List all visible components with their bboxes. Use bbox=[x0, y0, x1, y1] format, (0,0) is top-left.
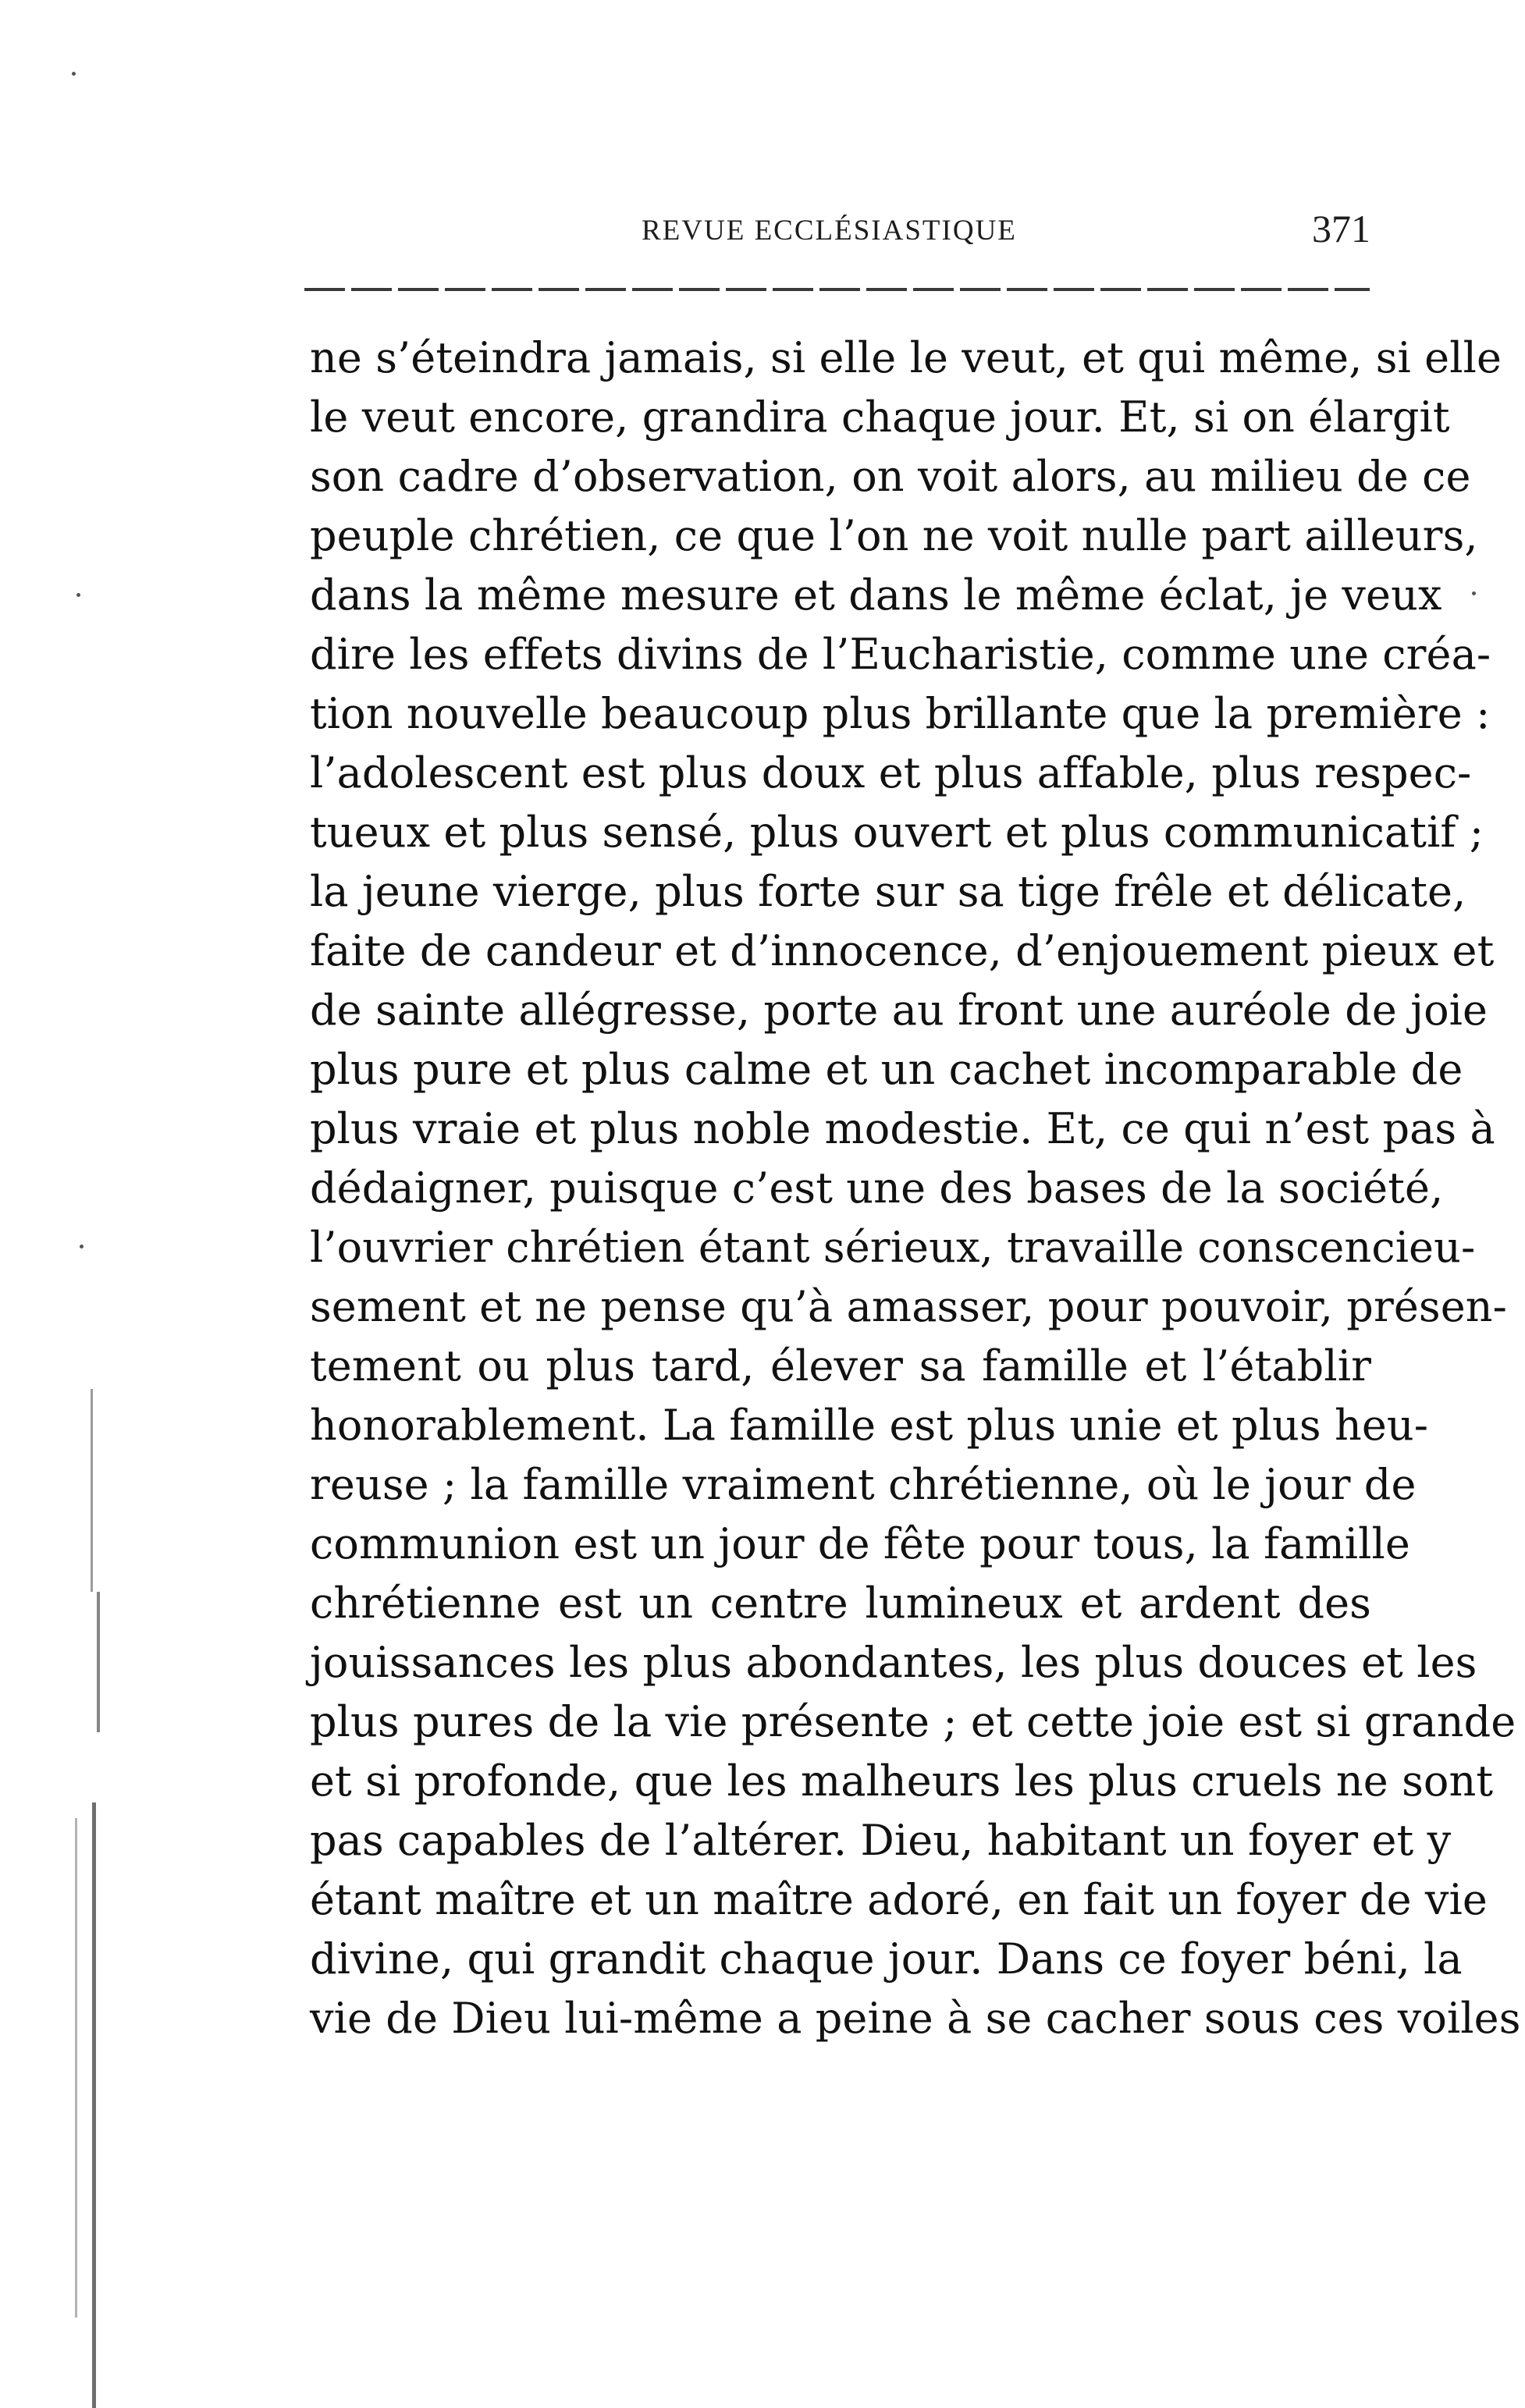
text-line: tueux et plus sensé, plus ouvert et plus communicatif ; bbox=[310, 808, 1484, 857]
running-head: REVUE ECCLÉSIASTIQUE bbox=[642, 215, 1017, 247]
text-line: jouissances les plus abondantes, les plus douces et les bbox=[310, 1638, 1477, 1687]
text-line: et si profonde, que les malheurs les plus cruels ne sont bbox=[310, 1756, 1494, 1806]
scan-speck bbox=[72, 72, 76, 76]
text-line: vie de Dieu lui-même a peine à se cacher sous ces voiles bbox=[310, 1994, 1521, 2043]
text-line: plus pures de la vie présente ; et cette joie est si grande bbox=[310, 1697, 1516, 1746]
scan-speck bbox=[1472, 591, 1476, 595]
text-line: étant maître et un maître adoré, en fait un foyer de vie bbox=[310, 1875, 1488, 1924]
text-line: dire les effets divins de l’Eucharistie, comme une créa- bbox=[310, 630, 1491, 679]
text-line: la jeune vierge, plus forte sur sa tige frêle et délicate, bbox=[310, 867, 1466, 916]
text-line: plus pure et plus calme et un cachet incomparable de bbox=[310, 1045, 1463, 1094]
text-line: l’ouvrier chrétien étant sérieux, travaille conscencieu- bbox=[310, 1223, 1476, 1272]
text-line: pas capables de l’altérer. Dieu, habitant un foyer et y bbox=[310, 1816, 1452, 1865]
text-line: dans la même mesure et dans le même éclat, je veux bbox=[310, 570, 1442, 620]
header-rule bbox=[304, 288, 1370, 291]
scan-margin-mark bbox=[91, 1389, 93, 1592]
text-line: son cadre d’observation, on voit alors, au milieu de ce bbox=[310, 452, 1471, 501]
text-line: plus vraie et plus noble modestie. Et, ce qui n’est pas à bbox=[310, 1104, 1495, 1153]
text-line: l’adolescent est plus doux et plus affable, plus respec- bbox=[310, 748, 1472, 797]
scan-margin-mark bbox=[75, 1818, 77, 2317]
scan-margin-mark bbox=[92, 1802, 96, 2408]
text-line: ne s’éteindra jamais, si elle le veut, et qui même, si elle bbox=[310, 333, 1502, 382]
scan-margin-mark bbox=[97, 1592, 100, 1732]
text-line: honorablement. La famille est plus unie et plus heu- bbox=[310, 1401, 1429, 1450]
text-line: peuple chrétien, ce que l’on ne voit nulle part ailleurs, bbox=[310, 511, 1478, 560]
text-line: tement ou plus tard, élever sa famille et l’établir bbox=[310, 1341, 1371, 1390]
text-line: de sainte allégresse, porte au front une auréole de joie bbox=[310, 986, 1488, 1035]
page-header bbox=[306, 201, 1370, 256]
text-line: chrétienne est un centre lumineux et ardent des bbox=[310, 1579, 1371, 1628]
page-number: 371 bbox=[1312, 207, 1370, 250]
text-line: dédaigner, puisque c’est une des bases de la société, bbox=[310, 1163, 1444, 1213]
scan-speck bbox=[76, 593, 80, 597]
text-line: faite de candeur et d’innocence, d’enjouement pieux et bbox=[310, 926, 1495, 975]
text-line: sement et ne pense qu’à amasser, pour pouvoir, présen- bbox=[310, 1282, 1508, 1331]
text-line: divine, qui grandit chaque jour. Dans ce foyer béni, la bbox=[310, 1934, 1463, 1984]
text-line: tion nouvelle beaucoup plus brillante que la première : bbox=[310, 689, 1491, 738]
text-line: communion est un jour de fête pour tous, la famille bbox=[310, 1519, 1410, 1568]
body-text bbox=[310, 329, 1521, 2060]
scan-speck bbox=[80, 1245, 84, 1248]
text-line: le veut encore, grandira chaque jour. Et, si on élargit bbox=[310, 392, 1450, 442]
text-line: reuse ; la famille vraiment chrétienne, où le jour de bbox=[310, 1460, 1417, 1509]
